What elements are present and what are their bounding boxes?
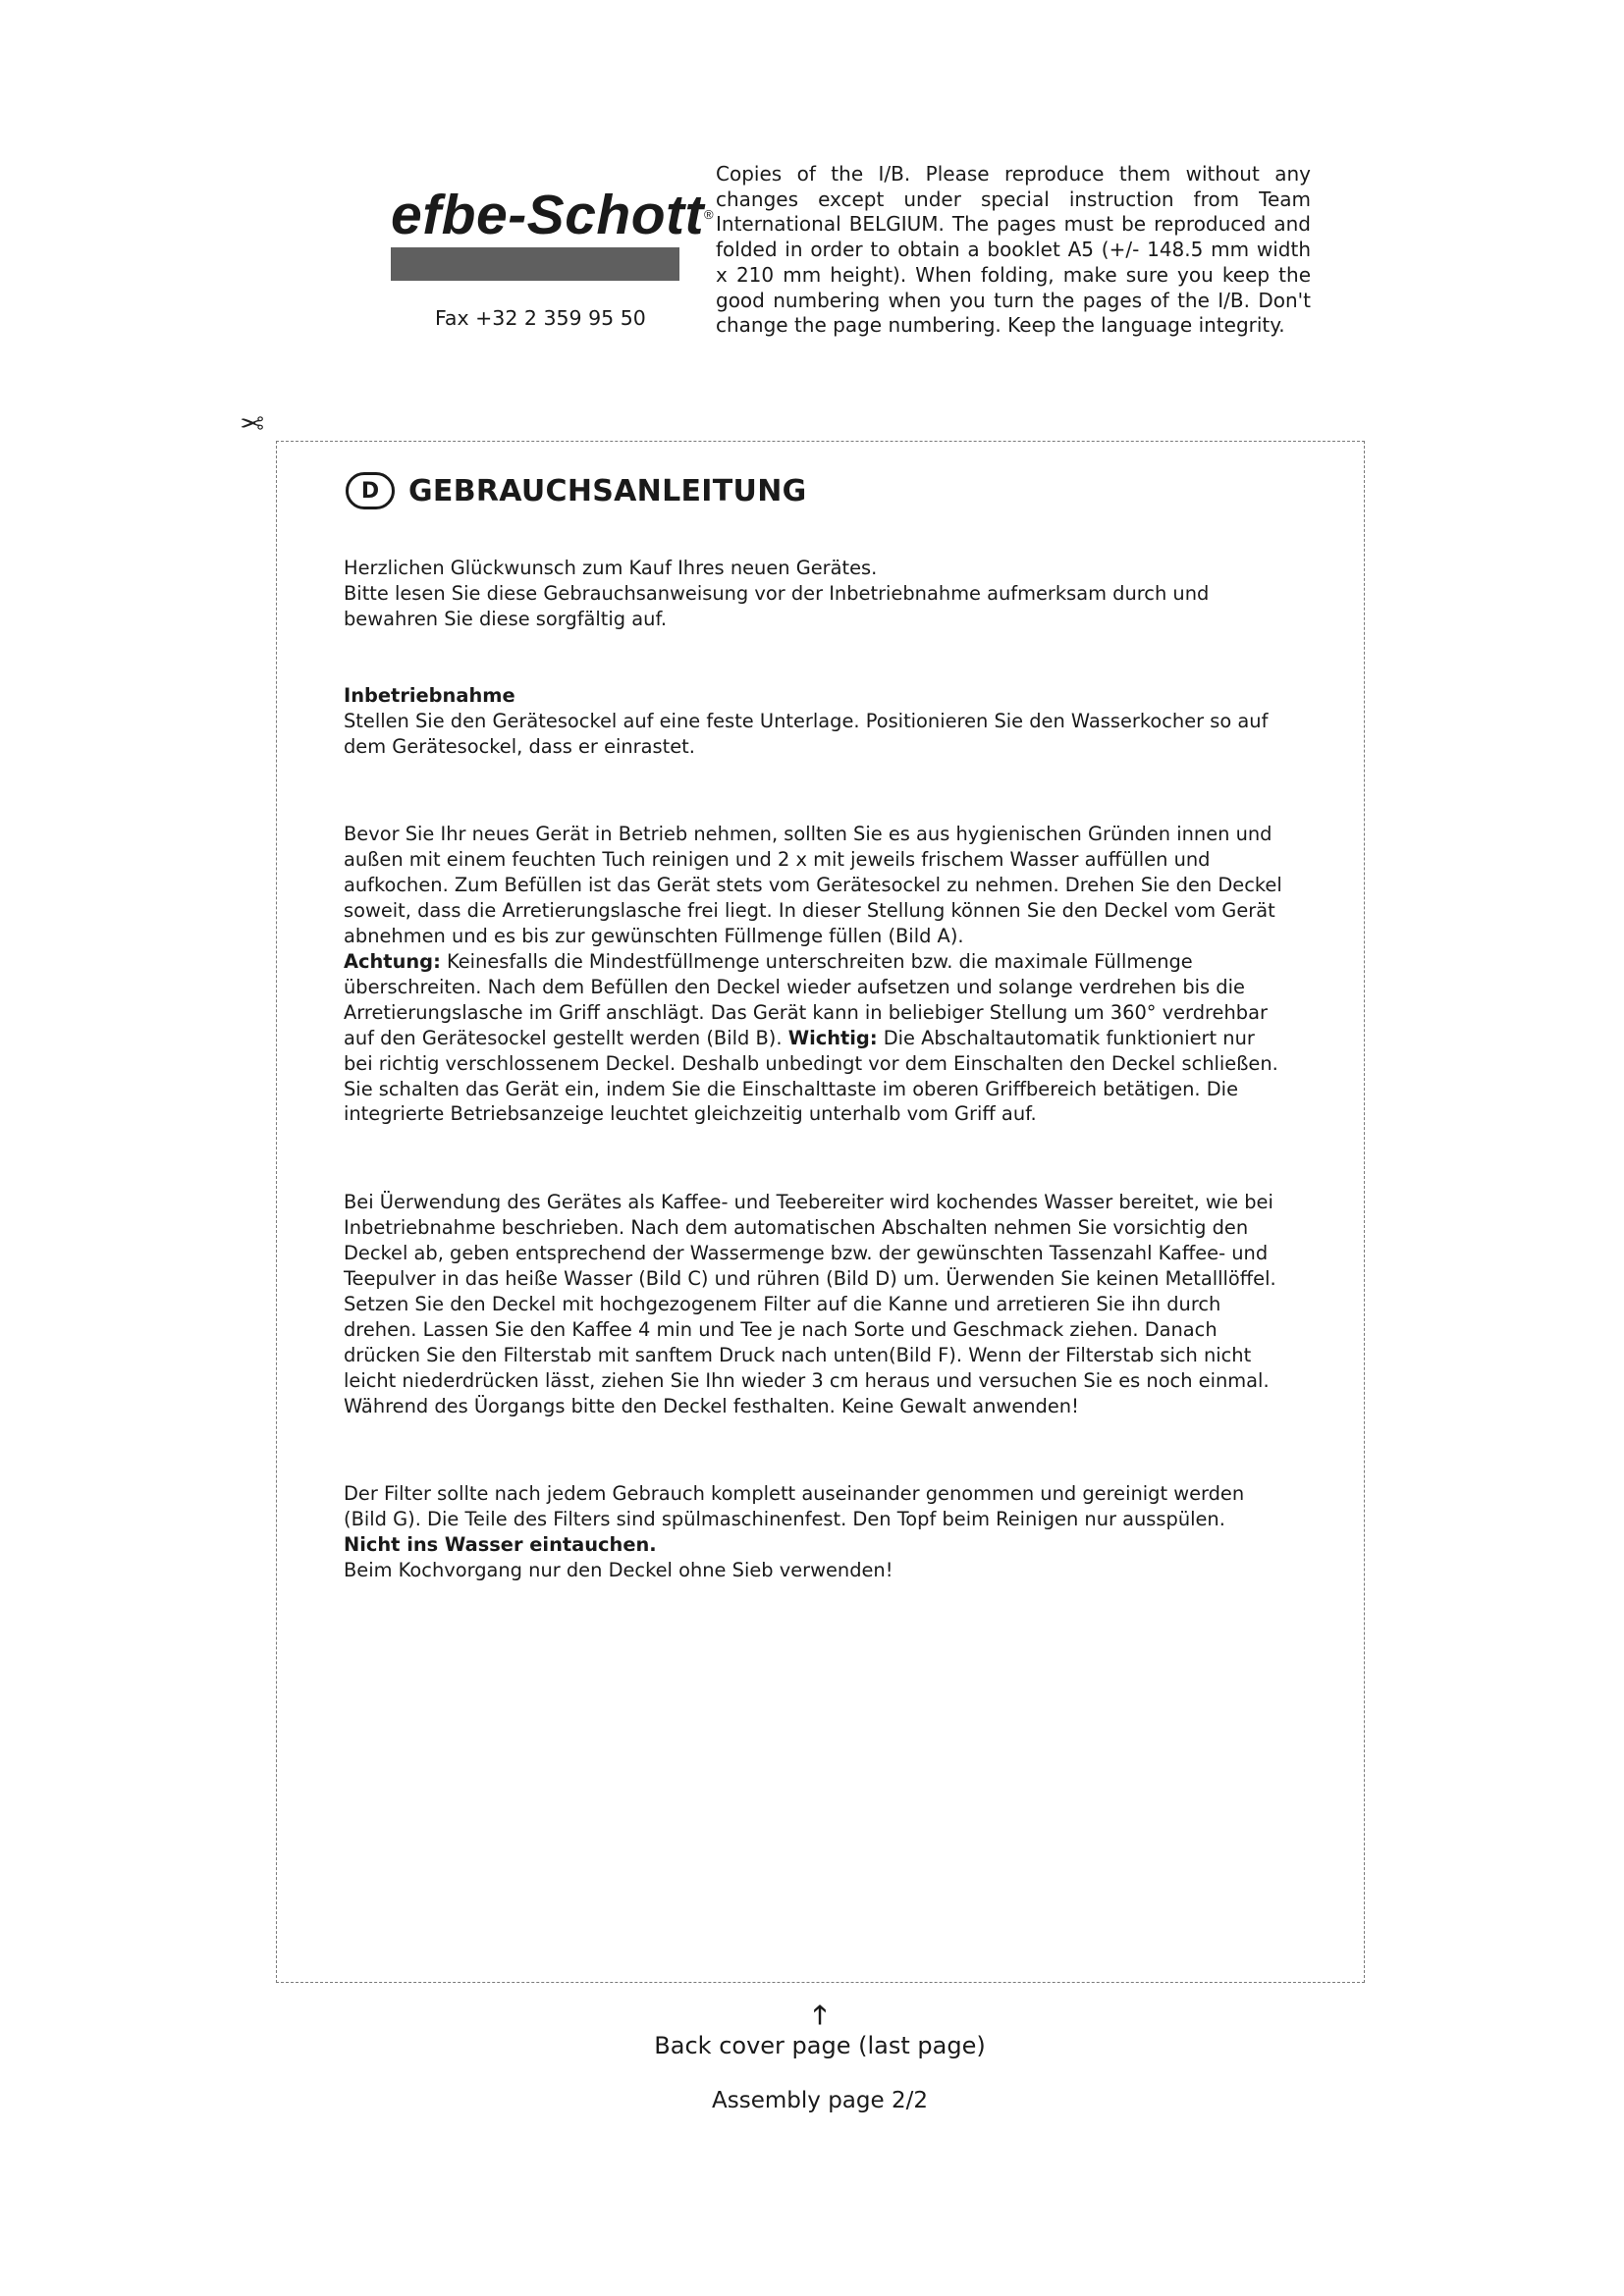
attention-paragraph	[344, 949, 1286, 1101]
no-water-warning: Nicht ins Wasser eintauchen.	[344, 1533, 657, 1557]
copies-instruction: Copies of the I/B. Please reproduce them without any changes except under special instruction from Team International BELGIUM. The pages must be reproduced and folded in order to obtain a booklet A5 (+/- 148.5 mm width x 210 mm height). When folding, make sure you keep the good numbering when you turn the pages of the I/B. Don't change the page numbering. Keep the language integrity.	[716, 162, 1311, 338]
intro-line-1: Herzlichen Glückwunsch zum Kauf Ihres neuen Gerätes.	[344, 557, 878, 579]
back-cover-label: Back cover page (last page)	[654, 2032, 986, 2059]
filter-cleaning-text: Der Filter sollte nach jedem Gebrauch komplett auseinander genommen und gereinigt werden (Bild G). Die Teile des Filters sind spülmaschinenfest. Den Topf beim Reinigen nur ausspülen.	[344, 1482, 1245, 1531]
arrow-up-icon: 🡑	[813, 2001, 827, 2030]
assembly-page-label: Assembly page 2/2	[712, 2088, 928, 2113]
manual-body	[344, 556, 1286, 1583]
boiling-note: Beim Kochvorgang nur den Deckel ohne Sieb verwenden!	[344, 1559, 893, 1582]
coffee-tea-text: Bei Üerwendung des Gerätes als Kaffee- und Teebereiter wird kochendes Wasser bereitet, wie bei Inbetriebnahme beschrieben. Nach dem automatischen Abschalten nehmen Sie vorsichtig den Deckel ab, geben entsprechend der Wassermenge bzw. der gewünschten Tassenzahl Kaffee- und Teepulver in das heiße Wasser (Bild C) und rühren (Bild D) um. Üerwenden Sie keinen Metalllöffel. Setzen Sie den Deckel mit hochgezogenem Filter auf die Kanne und arretieren Sie ihn durch drehen. Lassen Sie den Kaffee 4 min und Tee je nach Sorte und Geschmack ziehen. Danach drücken Sie den Filterstab mit sanftem Druck nach unten(Bild F). Wenn der Filterstab sich nicht leicht niederdrücken lässt, ziehen Sie Ihn wieder 3 cm heraus und versuchen Sie es noch einmal. Während des Üorgangs bitte den Deckel festhalten. Keine Gewalt anwenden!	[344, 1191, 1276, 1417]
spacer	[344, 632, 1286, 683]
important-text: Die Abschaltautomatik funktioniert nur bei richtig verschlossenem Deckel. Deshalb unbedingt vor dem Einschalten den Deckel schließen. Sie schalten das Gerät ein, indem Sie die Einschalttaste im oberen Griffbereich betätigen. Die	[344, 1026, 1278, 1100]
registered-mark: ®	[704, 207, 715, 222]
logo-text: efbe-Schott	[391, 184, 704, 246]
page-title: GEBRAUCHSANLEITUNG	[408, 473, 807, 508]
setup-text: Stellen Sie den Gerätesockel auf eine feste Unterlage. Positionieren Sie den Wasserkocher so auf dem Gerätesockel, dass er einrastet.	[344, 709, 1269, 758]
brand-logo	[391, 184, 715, 281]
spacer	[344, 1127, 1286, 1190]
language-badge: D	[346, 472, 395, 509]
spacer	[344, 759, 1286, 822]
attention-label: Achtung:	[344, 949, 441, 973]
fax-number: Fax +32 2 359 95 50	[435, 306, 646, 330]
before-use-text: Bevor Sie Ihr neues Gerät in Betrieb nehmen, sollten Sie es aus hygienischen Gründen innen und außen mit einem feuchten Tuch reinigen und 2 x mit jeweils frischem Wasser auffüllen und aufkochen. Zum Befüllen ist das Gerät stets vom Gerätesockel zu nehmen. Drehen Sie den Deckel soweit, dass die Arretierungslasche frei liegt. In dieser Stellung können Sie den Deckel vom Gerät abnehmen und es bis zur gewünschten Füllmenge füllen (Bild A).	[344, 823, 1282, 948]
logo-bar	[391, 247, 679, 281]
logo-wordmark	[391, 184, 715, 246]
spacer	[344, 1418, 1286, 1481]
intro-line-2: Bitte lesen Sie diese Gebrauchsanweisung vor der Inbetriebnahme aufmerksam durch und bewahren Sie diese sorgfältig auf.	[344, 581, 1210, 630]
indicator-text: integrierte Betriebsanzeige leuchtet gleichzeitig unterhalb vom Griff auf.	[344, 1102, 1037, 1126]
scissors-icon: ✂	[240, 404, 265, 439]
important-label: Wichtig:	[787, 1026, 878, 1049]
manual-heading	[346, 469, 807, 512]
attention-text: Keinesfalls die Mindestfüllmenge unterschreiten bzw. die maximale Füllmenge überschreiten. Nach dem Befüllen den Deckel wieder aufsetzen und solange verdrehen bis die Arretierungslasche im Griff anschlägt. Das Gerät kann in beliebiger Stellung um 360° verdrehbar auf den Gerätesockel gestellt werden (Bild B).	[344, 949, 1268, 1049]
setup-heading: Inbetriebnahme	[344, 683, 515, 707]
